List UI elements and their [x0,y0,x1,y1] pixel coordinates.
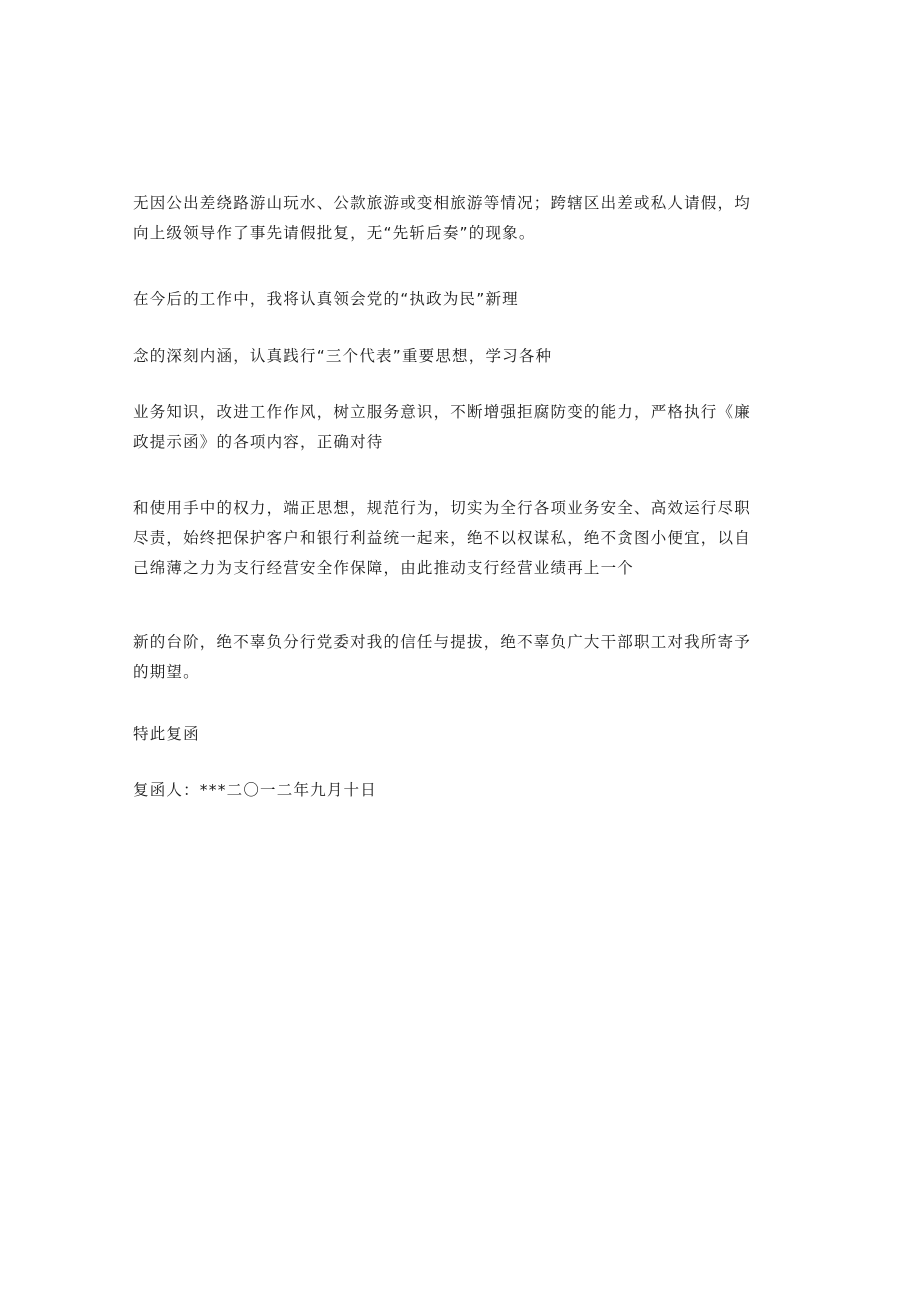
signature-date-line [133,775,773,805]
paragraph-use-of-power [133,493,773,583]
text-line: 向上级领导作了事先请假批复，无“先斩后奏”的现象。 [133,224,536,242]
paragraph-business-knowledge [133,397,773,457]
text-line: 业务知识，改进工作作风，树立服务意识，不断增强拒腐防变的能力，严格执行《廉 [133,403,751,421]
text-line: 复函人：***二〇一二年九月十日 [133,781,377,799]
closing-phrase [133,719,773,749]
paragraph-three-represents [133,341,773,371]
text-line: 己绵薄之力为支行经营安全作保障，由此推动支行经营业绩再上一个 [133,559,635,577]
text-line: 和使用手中的权力，端正思想，规范行为，切实为全行各项业务安全、高效运行尽职 [133,499,751,517]
text-line: 念的深刻内涵，认真践行“三个代表”重要思想，学习各种 [133,347,553,365]
text-line: 尽责，始终把保护客户和银行利益统一起来，绝不以权谋私，绝不贪图小便宜，以自 [133,529,751,547]
text-line: 新的台阶，绝不辜负分行党委对我的信任与提拔，绝不辜负广大干部职工对我所寄予 [133,633,751,651]
paragraph-travel-conduct [133,188,773,248]
text-line: 政提示函》的各项内容，正确对待 [133,433,384,451]
text-line: 在今后的工作中，我将认真领会党的“执政为民”新理 [133,290,519,308]
text-line: 的期望。 [133,663,200,681]
text-line: 无因公出差绕路游山玩水、公款旅游或变相旅游等情况；跨辖区出差或私人请假，均 [133,194,751,212]
paragraph-future-work [133,284,773,314]
text-line: 特此复函 [133,725,200,743]
paragraph-expectations [133,627,773,687]
